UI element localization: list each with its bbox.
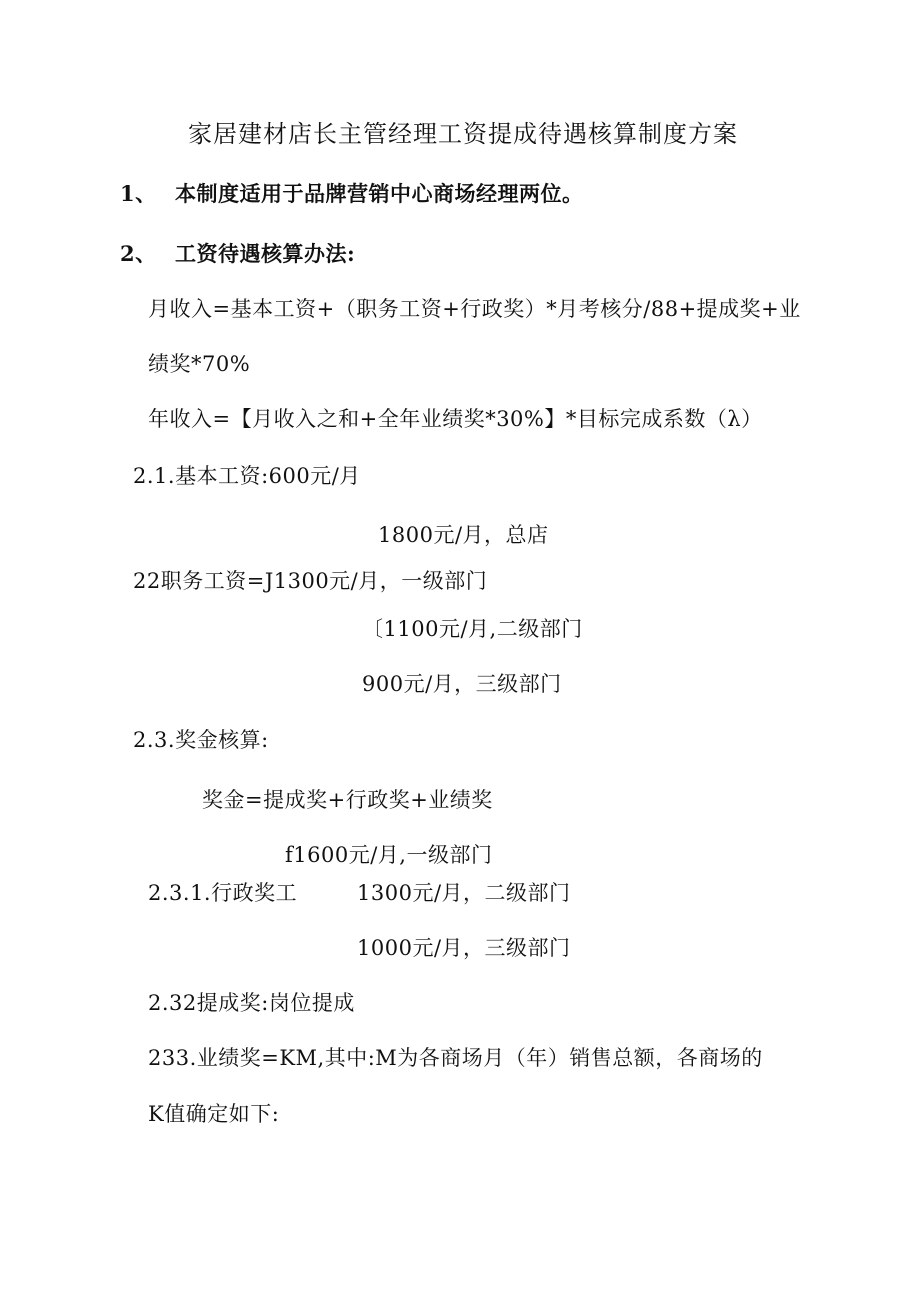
admin-bonus-label: 2.3.1.行政奖工 (148, 881, 298, 905)
section-1-number: 1、 (120, 181, 157, 206)
section-2-number: 2、 (120, 241, 157, 266)
base-salary-line: 2.1.基本工资:600元/月 (133, 464, 361, 488)
section-2-heading: 工资待遇核算办法: (175, 241, 356, 266)
position-salary-tier2: 〔1100元/月,二级部门 (362, 617, 583, 641)
position-salary-tier1: 22职务工资=J1300元/月，一级部门 (133, 569, 488, 593)
admin-bonus-tier1: f1600元/月,一级部门 (285, 843, 493, 867)
document-title: 家居建材店长主管经理工资提成待遇核算制度方案 (188, 120, 738, 148)
position-salary-head-office: 1800元/月，总店 (378, 523, 549, 547)
bonus-heading: 2.3.奖金核算: (133, 728, 269, 752)
position-salary-tier3: 900元/月，三级部门 (362, 672, 562, 696)
commission-bonus-line: 2.32提成奖:岗位提成 (148, 991, 355, 1015)
admin-bonus-tier3: 1000元/月，三级部门 (357, 936, 571, 960)
monthly-income-formula-line2: 绩奖*70% (148, 352, 251, 376)
performance-bonus-line1: 233.业绩奖=KM,其中:M为各商场月（年）销售总额，各商场的 (148, 1046, 763, 1070)
bonus-formula: 奖金=提成奖+行政奖+业绩奖 (202, 788, 493, 812)
monthly-income-formula-line1: 月收入=基本工资+（职务工资+行政奖）*月考核分/88+提成奖+业 (148, 297, 801, 321)
annual-income-formula: 年收入=【月收入之和+全年业绩奖*30%】*目标完成系数（λ） (148, 407, 763, 431)
admin-bonus-tier2: 1300元/月，二级部门 (357, 881, 571, 905)
section-1-text: 本制度适用于品牌营销中心商场经理两位。 (175, 181, 584, 206)
performance-bonus-line2: K值确定如下: (148, 1102, 280, 1126)
